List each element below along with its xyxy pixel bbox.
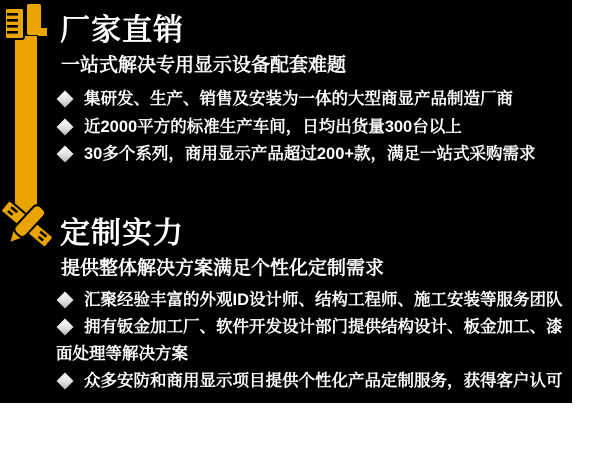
diamond-bullet-icon: [57, 146, 74, 163]
bullet-item: [56, 368, 572, 395]
section-2-subtitle: 提供整体解决方案满足个性化定制需求: [61, 258, 385, 279]
bullet-text: 汇聚经验丰富的外观ID设计师、结构工程师、施工安装等服务团队: [84, 291, 563, 309]
bullet-item: [56, 86, 562, 114]
diamond-bullet-icon: [57, 292, 74, 309]
diamond-bullet-icon: [57, 319, 74, 336]
section-1-title: 厂家直销: [60, 14, 184, 47]
bullet-text: 众多安防和商用显示项目提供个性化产品定制服务，获得客户认可: [84, 372, 563, 390]
diamond-bullet-icon: [57, 91, 74, 108]
bullet-item: [56, 314, 572, 368]
bullet-text: 30多个系列，商用显示产品超过200+款，满足一站式采购需求: [84, 145, 536, 163]
section-1-bullet-list: [56, 86, 562, 169]
section-2-title: 定制实力: [60, 217, 184, 250]
bullet-text: 近2000平方的标准生产车间，日均出货量300台以上: [84, 117, 462, 136]
bullet-item: [56, 141, 562, 169]
section-1-subtitle: 一站式解决专用显示设备配套难题: [61, 55, 347, 76]
bullet-text: 拥有钣金加工厂、软件开发设计部门提供结构设计、板金加工、漆面处理等解决方案: [56, 318, 563, 363]
diamond-bullet-icon: [57, 118, 74, 135]
section-2-bullet-list: [56, 287, 572, 395]
vertical-gold-bar: [15, 36, 37, 214]
pencil-ruler-icon: [0, 197, 54, 256]
bullet-text: 集研发、生产、销售及安装为一体的大型商显产品制造厂商: [84, 90, 513, 108]
bullet-item: [56, 287, 572, 314]
diamond-bullet-icon: [57, 373, 74, 390]
bullet-item: [56, 114, 562, 142]
building-icon: [2, 3, 50, 48]
